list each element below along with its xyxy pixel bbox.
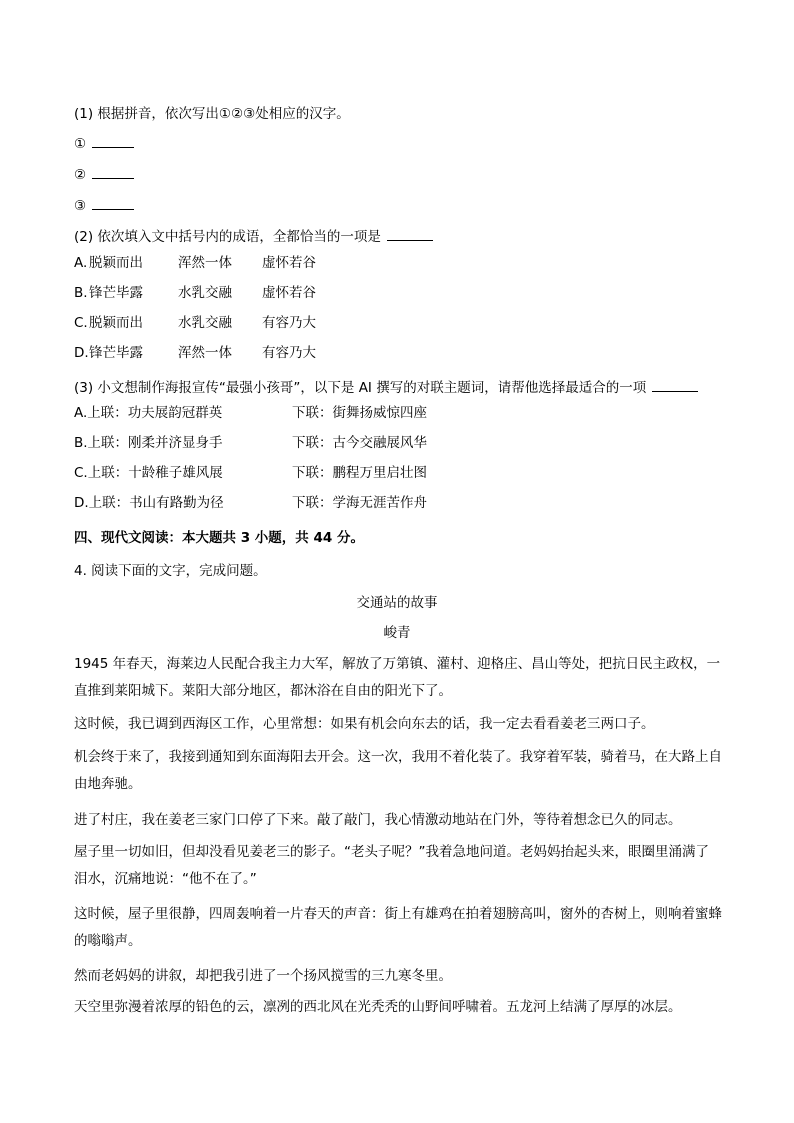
q2-prompt: (2) 依次填入文中括号内的成语，全都恰当的一项是 [74, 229, 381, 245]
article-title: 交通站的故事 [356, 595, 438, 611]
article-paragraph: 进了村庄，我在姜老三家门口停了下来。敲了敲门，我心情激动地站在门外，等待着想念已久的同志。 [74, 812, 682, 828]
q1-item-marker: ① [74, 136, 87, 152]
q2-option-label: D. [74, 345, 89, 361]
answer-blank[interactable] [92, 135, 134, 148]
article-paragraph: 这时候，屋子里很静，四周轰响着一片春天的声音：街上有雄鸡在拍着翅膀高叫，窗外的杏树上，则响着蜜蜂的嗡嗡声。 [74, 906, 722, 949]
q2-option-word: 锋芒毕露 [89, 345, 143, 361]
q3-prompt-line [74, 378, 698, 398]
q2-option-word: 水乳交融 [178, 315, 232, 331]
q2-option-word: 脱颖而出 [89, 315, 143, 331]
q3-option-lower: 下联：学海无涯苦作舟 [292, 495, 427, 511]
q2-option-label: C. [74, 315, 88, 331]
q1-answer-line-2 [74, 165, 134, 185]
q2-option-word: 脱颖而出 [89, 255, 143, 271]
article-paragraph: 屋子里一切如旧，但却没看见姜老三的影子。“老头子呢？”我着急地问道。老妈妈抬起头来，眼圈里涌满了泪水，沉痛地说：“他不在了。” [74, 844, 709, 887]
q3-option-upper: C.上联：十龄稚子雄风展 [74, 465, 223, 481]
article-paragraph: 这时候，我已调到西海区工作，心里常想：如果有机会向东去的话，我一定去看看姜老三两口子。 [74, 716, 655, 732]
answer-blank[interactable] [92, 166, 134, 179]
article-paragraph: 机会终于来了，我接到通知到东面海阳去开会。这一次，我用不着化装了。我穿着军装，骑着马，在大路上自由地奔驰。 [74, 749, 722, 792]
q2-prompt-line [74, 227, 433, 247]
answer-blank[interactable] [92, 197, 134, 210]
article-paragraph: 1945 年春天，海莱边人民配合我主力大军，解放了万第镇、灌村、迎格庄、昌山等处，把抗日民主政权，一直推到莱阳城下。莱阳大部分地区，都沐浴在自由的阳光下了。 [74, 656, 721, 699]
q3-option-upper: D.上联：书山有路勤为径 [74, 495, 224, 511]
q2-option-label: A. [74, 255, 88, 271]
q1-prompt: (1) 根据拼音，依次写出①②③处相应的汉字。 [74, 106, 350, 122]
q2-option-word: 浑然一体 [178, 255, 232, 271]
q1-answer-line-3 [74, 196, 134, 216]
q3-prompt: (3) 小文想制作海报宣传“最强小孩哥”，以下是 AI 撰写的对联主题词，请帮他选择最适合的一项 [74, 380, 647, 396]
q3-option-upper: A.上联：功夫展韵冠群英 [74, 405, 223, 421]
q2-option-word: 锋芒毕露 [89, 285, 143, 301]
reading-instruction: 4. 阅读下面的文字，完成问题。 [74, 563, 267, 579]
article-paragraph: 天空里弥漫着浓厚的铅色的云，凛冽的西北风在光秃秃的山野间呼啸着。五龙河上结满了厚厚的冰层。 [74, 999, 682, 1015]
q1-item-marker: ② [74, 167, 87, 183]
q3-option-lower: 下联：古今交融展风华 [292, 435, 427, 451]
q1-item-marker: ③ [74, 198, 87, 214]
article-paragraph: 然而老妈妈的讲叙，却把我引进了一个扬风搅雪的三九寒冬里。 [74, 968, 452, 984]
q2-option-word: 有容乃大 [262, 345, 316, 361]
q3-option-upper: B.上联：刚柔并济显身手 [74, 435, 223, 451]
article-author: 峻青 [383, 625, 411, 641]
q1-answer-line-1 [74, 134, 134, 154]
q2-option-label: B. [74, 285, 88, 301]
q2-option-word: 浑然一体 [178, 345, 232, 361]
q3-option-lower: 下联：鹏程万里启壮图 [292, 465, 427, 481]
q2-option-word: 虚怀若谷 [262, 255, 316, 271]
answer-blank[interactable] [387, 228, 433, 241]
answer-blank[interactable] [652, 379, 698, 392]
q2-option-word: 水乳交融 [178, 285, 232, 301]
q2-option-word: 虚怀若谷 [262, 285, 316, 301]
q3-option-lower: 下联：街舞扬威惊四座 [292, 405, 427, 421]
section-heading: 四、现代文阅读：本大题共 3 小题，共 44 分。 [74, 530, 364, 546]
q2-option-word: 有容乃大 [262, 315, 316, 331]
